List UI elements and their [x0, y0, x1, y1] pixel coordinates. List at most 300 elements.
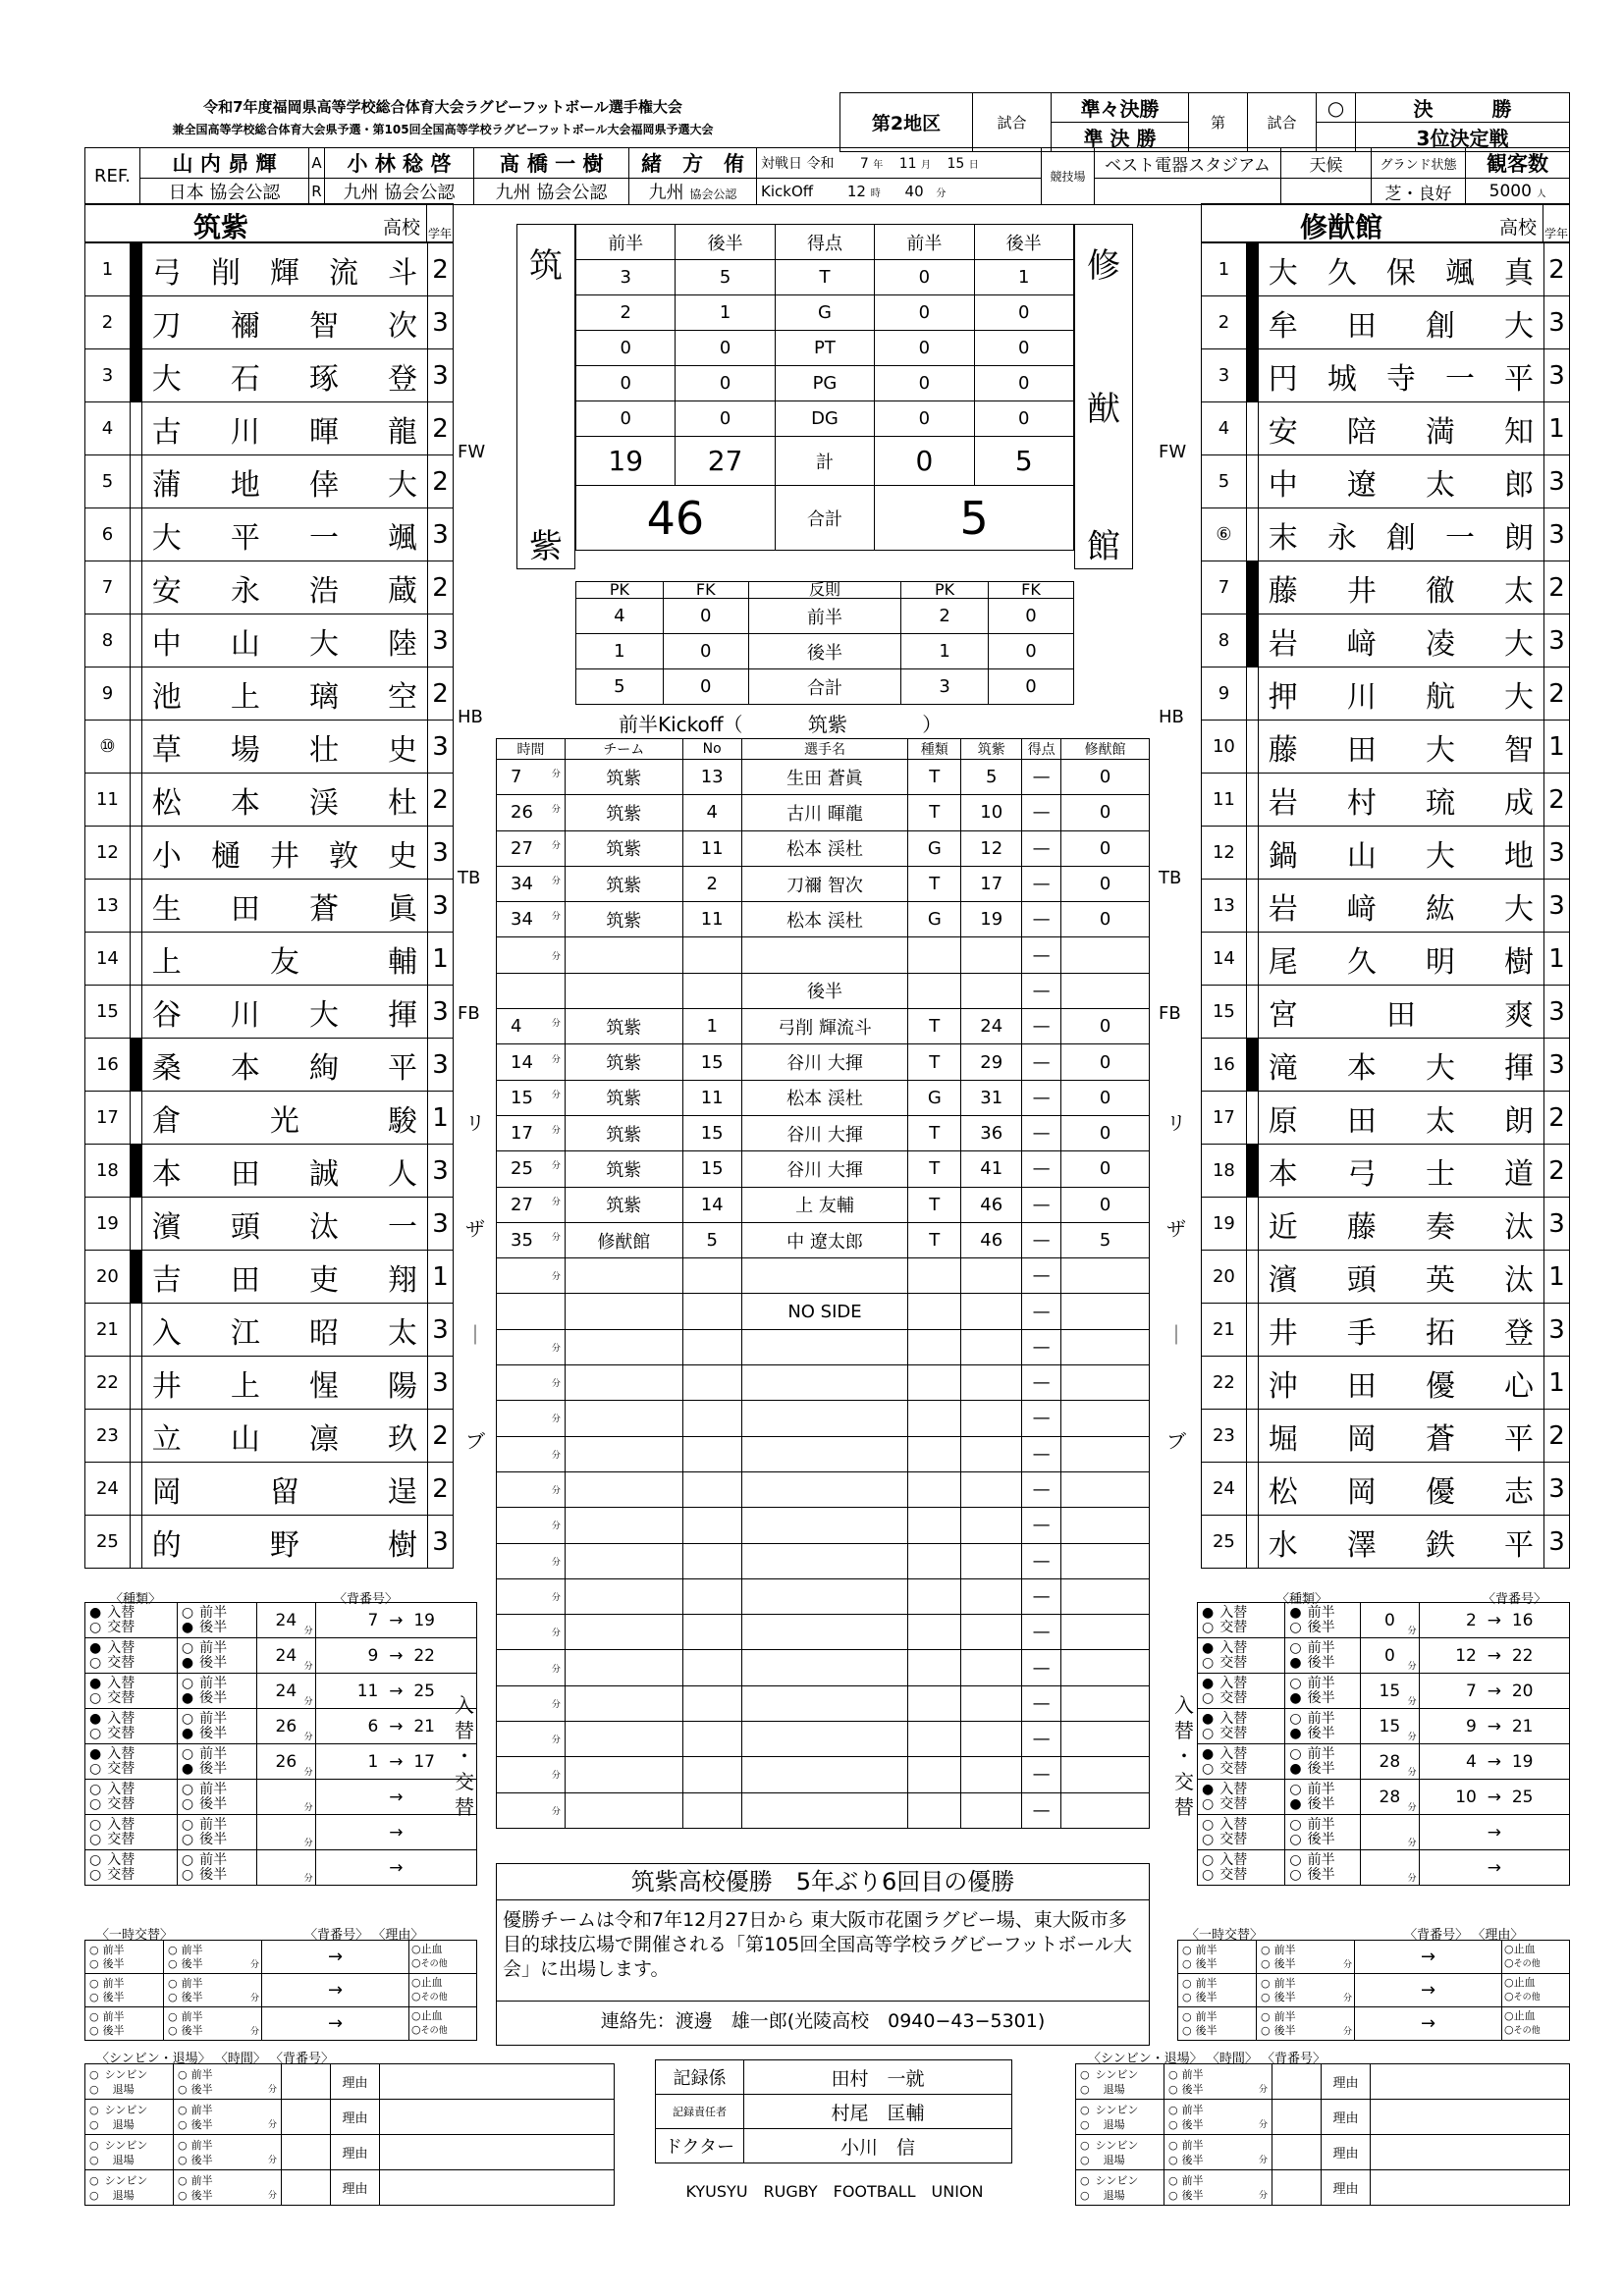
away-player-row: [1202, 986, 1570, 1039]
radio-icon[interactable]: ○: [168, 2009, 178, 2023]
radio-icon[interactable]: ○: [178, 2138, 188, 2152]
log-player: 谷川 大揮: [741, 1151, 908, 1187]
radio-icon[interactable]: ○: [1504, 1943, 1514, 1955]
log-minute-unit: 分: [551, 1629, 561, 1639]
radio-icon[interactable]: ○: [89, 2023, 99, 2037]
radio-icon[interactable]: ○: [1261, 1943, 1271, 1956]
radio-icon[interactable]: ○: [178, 2153, 188, 2166]
away-half-2-label: 後半: [1307, 1760, 1335, 1777]
radio-icon[interactable]: ○: [1504, 1956, 1514, 1969]
away-sub-type-sub: [1202, 1677, 1284, 1691]
radio-icon[interactable]: ●: [1202, 1710, 1215, 1727]
away-starter-marker: [1246, 349, 1258, 402]
radio-icon[interactable]: ○: [168, 1943, 178, 1956]
home-temp-h2b: 後半: [181, 1956, 203, 1970]
radio-icon[interactable]: ○: [181, 1710, 194, 1727]
log-team: [565, 1615, 682, 1650]
home-player-grade: 3: [428, 349, 454, 402]
radio-icon[interactable]: ○: [1289, 1675, 1302, 1691]
away-name-char: 本: [1346, 1050, 1377, 1086]
away-name-char: 水: [1268, 1527, 1298, 1563]
kickoff-minute: 40: [904, 183, 924, 200]
away-starter-marker: [1246, 561, 1258, 614]
home-sub-row: [85, 1780, 477, 1815]
radio-icon[interactable]: ○: [1080, 2188, 1090, 2202]
radio-icon[interactable]: ○: [1202, 1795, 1215, 1812]
log-team: [565, 1757, 682, 1792]
away-starter-marker: [1246, 508, 1258, 561]
away-name-char: 平: [1504, 1421, 1535, 1457]
home-sinbin-reason-label: 理由: [331, 2100, 380, 2135]
away-name-char: 陪: [1346, 414, 1377, 450]
radio-icon[interactable]: ●: [181, 1619, 194, 1635]
home-name-char: 立: [151, 1421, 182, 1457]
radio-icon[interactable]: ●: [1289, 1689, 1302, 1706]
arrow-right-icon: →: [1487, 1610, 1501, 1630]
radio-icon[interactable]: ○: [1080, 2082, 1090, 2096]
radio-icon[interactable]: ○: [1168, 2188, 1178, 2202]
away-temp-h1b: 前半: [1273, 1976, 1296, 1990]
away-starter-marker: [1246, 455, 1258, 508]
radio-icon[interactable]: ○: [1182, 1990, 1192, 2003]
radio-icon[interactable]: ○: [89, 1816, 102, 1833]
log-no: 1: [682, 1009, 741, 1044]
radio-icon[interactable]: ○: [1261, 1976, 1271, 1990]
home-sinbin-number: [282, 2100, 331, 2135]
radio-icon[interactable]: ●: [89, 1710, 102, 1727]
radio-icon[interactable]: ○: [89, 1725, 102, 1741]
away-player-name: [1258, 561, 1543, 614]
radio-icon[interactable]: ●: [181, 1654, 194, 1671]
away-temp-reason: [1502, 1974, 1570, 2007]
away-sinbin-label: シンビン: [1095, 2103, 1139, 2116]
home-name-char: 陽: [388, 1368, 418, 1404]
radio-icon[interactable]: ○: [168, 2023, 178, 2037]
home-temp-reason: [409, 2007, 477, 2041]
home-starter-marker: [130, 667, 141, 721]
home-name-char: 平: [230, 520, 260, 556]
radio-icon[interactable]: ○: [89, 1943, 99, 1956]
radio-icon[interactable]: ●: [1202, 1639, 1215, 1656]
radio-icon[interactable]: ○: [1080, 2173, 1090, 2187]
radio-icon[interactable]: ○: [1202, 1619, 1215, 1635]
away-temp-row: [1178, 1974, 1570, 2007]
away-sinbin-row: [1076, 2170, 1570, 2206]
home-sinbin-number: [282, 2170, 331, 2206]
recorder-label: 記録係: [656, 2060, 744, 2095]
away-player-name-chars: [1269, 301, 1534, 345]
away-sub-type-sub: [1202, 1818, 1284, 1833]
radio-icon[interactable]: ○: [1080, 2067, 1090, 2081]
radio-icon[interactable]: ○: [89, 1760, 102, 1777]
radio-icon[interactable]: ○: [89, 1866, 102, 1883]
radio-icon[interactable]: ○: [89, 2188, 99, 2202]
radio-icon[interactable]: ○: [181, 1816, 194, 1833]
away-temp-h2b: 後半: [1273, 1990, 1296, 2003]
radio-icon[interactable]: ○: [181, 1745, 194, 1762]
log-no: [682, 1258, 741, 1294]
log-type: [908, 973, 961, 1008]
away-player-grade: 1: [1544, 402, 1570, 455]
away-player-grade: 1: [1544, 721, 1570, 774]
radio-icon[interactable]: ○: [168, 1990, 178, 2003]
away-name-char: 押: [1268, 679, 1298, 715]
away-team-name: 修猷館: [1300, 211, 1383, 243]
radio-icon[interactable]: ●: [1289, 1604, 1302, 1621]
radio-icon[interactable]: ○: [1289, 1781, 1302, 1797]
radio-icon[interactable]: ○: [1289, 1851, 1302, 1868]
radio-icon[interactable]: ○: [181, 1866, 194, 1883]
home-temp-half-b: [164, 1941, 262, 1974]
radio-icon[interactable]: ○: [1080, 2138, 1090, 2152]
radio-icon[interactable]: ○: [181, 1639, 194, 1656]
radio-icon[interactable]: ○: [178, 2188, 188, 2202]
radio-icon[interactable]: ○: [178, 2117, 188, 2131]
away-sinbin-reason: [1371, 2170, 1570, 2206]
penalty-cell: 3: [901, 669, 989, 705]
radio-icon[interactable]: ○: [1182, 2009, 1192, 2023]
radio-icon[interactable]: ○: [168, 1976, 178, 1990]
radio-icon[interactable]: ○: [89, 2067, 99, 2081]
home-player-name: [141, 933, 427, 986]
radio-icon[interactable]: ○: [1504, 2009, 1514, 2022]
log-minute-unit: 分: [551, 1699, 561, 1710]
away-player-name: [1258, 1251, 1543, 1304]
radio-icon[interactable]: ○: [1202, 1816, 1215, 1833]
radio-icon[interactable]: ○: [1289, 1831, 1302, 1847]
radio-icon[interactable]: ○: [1202, 1725, 1215, 1741]
radio-icon[interactable]: ○: [181, 1675, 194, 1691]
radio-icon[interactable]: ○: [89, 2117, 99, 2131]
radio-icon[interactable]: ○: [1504, 1976, 1514, 1989]
radio-icon[interactable]: ○: [1289, 1619, 1302, 1635]
away-name-char: 岩: [1268, 891, 1298, 927]
radio-icon[interactable]: ○: [89, 1976, 99, 1990]
log-away: [1061, 1365, 1150, 1401]
radio-icon[interactable]: ○: [411, 2009, 421, 2022]
radio-icon[interactable]: ○: [168, 1956, 178, 1970]
away-name-char: 久: [1326, 255, 1357, 291]
radio-icon[interactable]: ○: [1202, 1760, 1215, 1777]
radio-icon[interactable]: ○: [1168, 2082, 1178, 2096]
radio-icon[interactable]: ●: [181, 1760, 194, 1777]
away-temp-reason: 〈理由〉: [1472, 1928, 1524, 1943]
home-sub-type-sub: [89, 1853, 177, 1868]
log-type: [908, 1757, 961, 1792]
home-temp-number: 〈背番号〉: [304, 1928, 369, 1943]
score-header: 前半: [875, 225, 974, 260]
away-sub-row: [1198, 1709, 1570, 1744]
log-team: [565, 1258, 682, 1294]
away-player-name-chars: [1269, 1308, 1534, 1352]
score-row: [576, 331, 1074, 366]
log-time: [497, 1044, 566, 1080]
log-dash: —: [1022, 1685, 1061, 1721]
radio-icon[interactable]: ○: [411, 2023, 421, 2036]
log-dash: —: [1022, 1436, 1061, 1471]
log-minute-unit: 分: [551, 1522, 561, 1532]
radio-icon[interactable]: ○: [1289, 1816, 1302, 1833]
away-sub-in: 22: [1511, 1645, 1534, 1666]
away-name-char: 寺: [1385, 361, 1416, 397]
home-name-char: 生: [151, 891, 182, 927]
penalty-cell: 前半: [748, 599, 900, 634]
penalty-row: [576, 599, 1074, 634]
radio-icon[interactable]: ○: [181, 1795, 194, 1812]
radio-icon[interactable]: ○: [1080, 2103, 1090, 2116]
radio-icon[interactable]: ●: [1289, 1725, 1302, 1741]
radio-icon[interactable]: ○: [1168, 2103, 1178, 2116]
away-name-char: 大: [1425, 838, 1455, 874]
home-temp-reason-1: 止血: [420, 1976, 443, 1989]
away-sub-out: 4: [1466, 1751, 1477, 1772]
radio-icon[interactable]: ●: [89, 1675, 102, 1691]
home-sub-type: [85, 1815, 178, 1850]
away-sub-vertical: [1171, 1692, 1197, 1820]
radio-icon[interactable]: ○: [1168, 2153, 1178, 2166]
radio-icon[interactable]: ○: [1261, 1990, 1271, 2003]
radio-icon[interactable]: ○: [89, 1990, 99, 2003]
radio-icon[interactable]: ○: [1289, 1866, 1302, 1883]
radio-icon[interactable]: ○: [1202, 1866, 1215, 1883]
log-player: 中 遼太郎: [741, 1222, 908, 1257]
away-player-row: [1202, 1251, 1570, 1304]
radio-icon[interactable]: ○: [89, 1851, 102, 1868]
radio-icon[interactable]: ○: [1261, 2023, 1271, 2037]
away-sub-half: [1285, 1603, 1361, 1638]
radio-icon[interactable]: ●: [181, 1725, 194, 1741]
home-player-name: [141, 1516, 427, 1569]
radio-icon[interactable]: ○: [89, 2103, 99, 2116]
away-name-char: 﨑: [1346, 891, 1377, 927]
radio-icon[interactable]: ●: [1202, 1675, 1215, 1691]
log-no: 13: [682, 760, 741, 795]
home-sinbin-min-unit: 分: [267, 2156, 277, 2165]
log-player: 松本 渓杜: [741, 902, 908, 937]
away-sub-minute: [1361, 1674, 1420, 1709]
away-player-name-chars: [1269, 1255, 1534, 1299]
radio-icon[interactable]: ○: [1168, 2138, 1178, 2152]
radio-icon[interactable]: ○: [89, 1619, 102, 1635]
radio-icon[interactable]: ●: [1202, 1781, 1215, 1797]
home-name-char: 翔: [388, 1262, 418, 1298]
home-name-char: 光: [269, 1103, 299, 1139]
radio-icon[interactable]: ○: [1202, 1654, 1215, 1671]
radio-icon[interactable]: ○: [181, 1831, 194, 1847]
home-name-char: 樹: [388, 1527, 418, 1563]
home-player-number: 1: [85, 243, 131, 296]
home-temp-h1b: 前半: [181, 2009, 203, 2023]
away-name-char: 井: [1346, 573, 1377, 609]
away-player-grade: 2: [1544, 1145, 1570, 1198]
radio-icon[interactable]: ○: [1504, 2023, 1514, 2036]
log-home: [961, 1615, 1022, 1650]
radio-icon[interactable]: ○: [1182, 2023, 1192, 2037]
log-player: [741, 1329, 908, 1364]
log-no: [682, 1757, 741, 1792]
venue-label: 競技場: [1050, 170, 1086, 184]
away-temp-h1: 前半: [1195, 1943, 1218, 1956]
home-temp-title: 〈一時交替〉: [96, 1928, 174, 1943]
log-minute: 4: [511, 1016, 522, 1038]
radio-icon[interactable]: ○: [1261, 2009, 1271, 2023]
log-minute-unit: 分: [551, 1090, 561, 1100]
log-away: 5: [1061, 1222, 1150, 1257]
log-time: [497, 1508, 566, 1543]
radio-icon[interactable]: ○: [178, 2082, 188, 2096]
log-team: [565, 1543, 682, 1578]
away-sub-half-1: [1289, 1818, 1360, 1833]
radio-icon[interactable]: ○: [1289, 1710, 1302, 1727]
home-sub-row: [85, 1744, 477, 1780]
home-player-row: [85, 667, 454, 721]
log-away: [1061, 1294, 1150, 1329]
radio-icon[interactable]: ○: [89, 2082, 99, 2096]
away-player-grade: 3: [1544, 349, 1570, 402]
home-name-char: 凛: [308, 1421, 339, 1457]
away-sub-row: [1198, 1638, 1570, 1674]
away-name-char: 凌: [1425, 626, 1455, 662]
radio-icon[interactable]: ●: [89, 1604, 102, 1621]
radio-icon[interactable]: ○: [1202, 1689, 1215, 1706]
home-sub-half: [177, 1744, 256, 1780]
home-player-name-chars: [152, 248, 417, 292]
radio-icon[interactable]: ○: [1080, 2117, 1090, 2131]
home-name-char: 本: [230, 1050, 260, 1086]
log-no: [682, 1436, 741, 1471]
home-sub-type: [85, 1638, 178, 1674]
radio-icon[interactable]: ○: [89, 2173, 99, 2187]
radio-icon[interactable]: ○: [89, 1795, 102, 1812]
pos-reserve-left-2: ザ: [465, 1217, 485, 1241]
radio-icon[interactable]: ○: [1202, 1831, 1215, 1847]
home-starter-marker: [130, 1039, 141, 1092]
radio-icon[interactable]: ●: [1202, 1604, 1215, 1621]
home-sinbin-title: 〈シンビン・退場〉: [96, 2052, 211, 2066]
radio-icon[interactable]: ○: [89, 1654, 102, 1671]
a2-name: 髙 橋 一 樹: [499, 152, 604, 176]
away-sub-half-1: [1289, 1747, 1360, 1762]
log-time: [497, 760, 566, 795]
radio-icon[interactable]: ○: [1182, 1976, 1192, 1990]
radio-icon[interactable]: ○: [181, 1604, 194, 1621]
home-player-grade: 3: [428, 1516, 454, 1569]
away-sub-half: [1285, 1815, 1361, 1850]
log-away: 0: [1061, 902, 1150, 937]
radio-icon[interactable]: ○: [89, 2009, 99, 2023]
radio-icon[interactable]: ○: [89, 2153, 99, 2166]
away-h1-subtotal: 0: [875, 437, 974, 486]
home-name-char: 桑: [151, 1050, 182, 1086]
score-cell: 1: [676, 295, 775, 331]
radio-icon[interactable]: ○: [1289, 1639, 1302, 1656]
radio-icon[interactable]: ○: [1504, 1990, 1514, 2002]
radio-icon[interactable]: ○: [411, 1990, 421, 2002]
away-player-name: [1258, 349, 1543, 402]
home-name-char: 小: [151, 838, 182, 874]
radio-icon[interactable]: ○: [1182, 1943, 1192, 1956]
radio-icon[interactable]: ○: [178, 2173, 188, 2187]
away-sinbin-reason: [1371, 2064, 1570, 2100]
radio-icon[interactable]: ●: [181, 1689, 194, 1706]
radio-icon[interactable]: ●: [1202, 1745, 1215, 1762]
log-player: [741, 1722, 908, 1757]
arrow-right-icon: →: [389, 1751, 404, 1772]
log-row: [497, 1436, 1150, 1471]
radio-icon[interactable]: ○: [181, 1851, 194, 1868]
radio-icon[interactable]: ○: [1289, 1745, 1302, 1762]
radio-icon[interactable]: ○: [1168, 2117, 1178, 2131]
log-time: [497, 1258, 566, 1294]
radio-icon[interactable]: ○: [411, 1956, 421, 1969]
radio-icon[interactable]: ○: [1202, 1851, 1215, 1868]
away-name-char: 明: [1425, 944, 1455, 980]
radio-icon[interactable]: ○: [1182, 1956, 1192, 1970]
radio-icon[interactable]: ●: [1289, 1760, 1302, 1777]
home-name-char: 空: [388, 679, 418, 715]
radio-icon[interactable]: ○: [89, 1781, 102, 1797]
away-name-char: 近: [1268, 1209, 1298, 1245]
pos-fw-left: FW: [458, 442, 486, 462]
away-name-char: 大: [1504, 679, 1535, 715]
round-final: 決 勝: [1413, 97, 1512, 121]
radio-icon[interactable]: ○: [1168, 2173, 1178, 2187]
away-sendoff-label: 退場: [1103, 2153, 1125, 2166]
home-player-name-chars: [152, 1308, 417, 1352]
staff-table: [655, 2059, 1012, 2163]
radio-icon[interactable]: ○: [89, 1689, 102, 1706]
radio-icon[interactable]: ○: [89, 1956, 99, 1970]
home-sub-type-label: 入替: [107, 1851, 135, 1868]
radio-icon[interactable]: ○: [178, 2067, 188, 2081]
radio-icon[interactable]: ○: [1080, 2153, 1090, 2166]
away-name-char: 堀: [1268, 1421, 1298, 1457]
log-home: 19: [961, 902, 1022, 937]
log-minute-unit: 分: [551, 770, 561, 780]
radio-icon[interactable]: ○: [1168, 2067, 1178, 2081]
radio-icon[interactable]: ○: [89, 2138, 99, 2152]
radio-icon[interactable]: ●: [1289, 1795, 1302, 1812]
home-rep-type-label: 交替: [107, 1795, 135, 1812]
log-minute: 34: [511, 874, 533, 895]
radio-icon[interactable]: ○: [181, 1781, 194, 1797]
radio-icon[interactable]: ○: [1261, 1956, 1271, 1970]
radio-icon[interactable]: ○: [411, 1943, 421, 1955]
log-dash: —: [1022, 1044, 1061, 1080]
away-sub-type-label: 入替: [1219, 1604, 1248, 1621]
radio-icon[interactable]: ○: [178, 2103, 188, 2116]
radio-icon[interactable]: ●: [89, 1639, 102, 1656]
home-player-name-chars: [152, 566, 417, 610]
away-sub-row: [1198, 1850, 1570, 1886]
away-sub-in: 19: [1511, 1751, 1534, 1772]
penalty-header: FK: [988, 582, 1073, 599]
radio-icon[interactable]: ●: [89, 1745, 102, 1762]
home-sub-minute-value: 26: [275, 1716, 298, 1736]
log-team: 筑紫: [565, 1151, 682, 1187]
home-player-number: 24: [85, 1463, 131, 1516]
penalty-cell: 0: [663, 634, 748, 669]
radio-icon[interactable]: ○: [411, 1976, 421, 1989]
home-temp-half-a: [85, 2007, 164, 2041]
away-player-number: 24: [1202, 1463, 1247, 1516]
radio-icon[interactable]: ●: [1289, 1654, 1302, 1671]
home-sub-half-2: [182, 1868, 256, 1883]
penalty-cell: 5: [576, 669, 664, 705]
home-sub-half-2: [182, 1691, 256, 1706]
radio-icon[interactable]: ○: [89, 1831, 102, 1847]
score-cell: 0: [875, 366, 974, 401]
